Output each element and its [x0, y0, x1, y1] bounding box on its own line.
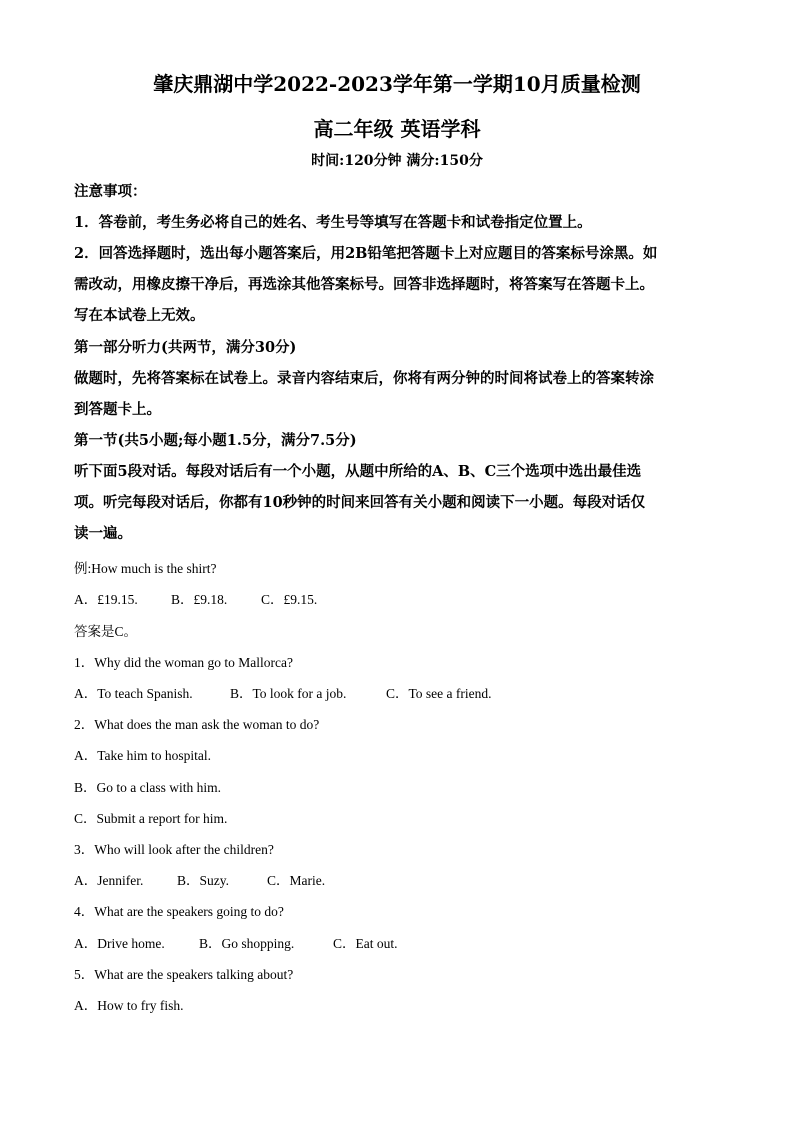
- question-2-option-b: B．Go to a class with him.: [74, 780, 221, 795]
- question-2: 2．What does the man ask the woman to do?: [74, 717, 320, 732]
- exam-subtitle: 高二年级 英语学科: [313, 117, 481, 141]
- question-5-option-a: A．How to fry fish.: [74, 998, 184, 1013]
- question-4: 4．What are the speakers going to do?: [74, 904, 284, 919]
- part1-instruction-line-1: 做题时，先将答案标在试卷上。录音内容结束后，你将有两分钟的时间将试卷上的答案转涂: [74, 370, 654, 387]
- question-1-option-b: B．To look for a job.: [230, 686, 347, 701]
- example-option-a: A．£19.15.: [74, 592, 138, 607]
- section1-heading: 第一节(共5小题;每小题1.5分，满分7.5分): [74, 432, 357, 449]
- example-option-c: C．£9.15.: [261, 592, 318, 607]
- part1-instruction-line-2: 到答题卡上。: [74, 401, 161, 418]
- question-1-option-a: A．To teach Spanish.: [74, 686, 193, 701]
- question-3-option-b: B．Suzy.: [177, 873, 230, 888]
- question-3: 3．Who will look after the children?: [74, 842, 274, 857]
- part1-heading: 第一部分听力(共两节，满分30分): [74, 339, 297, 356]
- notice-item-2-line-2: 需改动，用橡皮擦干净后，再选涂其他答案标号。回答非选择题时，将答案写在答题卡上。: [74, 276, 654, 293]
- question-5: 5．What are the speakers talking about?: [74, 967, 294, 982]
- notice-heading: 注意事项：: [74, 183, 147, 200]
- example-option-b: B．£9.18.: [171, 592, 228, 607]
- question-3-option-c: C．Marie.: [267, 873, 326, 888]
- question-2-option-a: A．Take him to hospital.: [74, 748, 212, 763]
- question-4-option-c: C．Eat out.: [333, 936, 398, 951]
- question-4-option-a: A．Drive home.: [74, 936, 165, 951]
- section1-line-3: 读一遍。: [74, 525, 132, 542]
- notice-item-2-line-3: 写在本试卷上无效。: [74, 307, 205, 324]
- section1-line-1: 听下面5段对话。每段对话后有一个小题，从题中所给的A、B、C三个选项中选出最佳选: [74, 463, 642, 480]
- question-3-option-a: A．Jennifer.: [74, 873, 144, 888]
- notice-item-2-line-1: 2．回答选择题时，选出每小题答案后，用2B铅笔把答题卡上对应题目的答案标号涂黑。如: [74, 245, 658, 262]
- question-3-options: [74, 869, 325, 889]
- question-2-option-c: C．Submit a report for him.: [74, 811, 228, 826]
- example-options: [74, 588, 317, 608]
- example-question: 例:How much is the shirt?: [74, 561, 217, 576]
- question-4-option-b: B．Go shopping.: [199, 936, 295, 951]
- section1-line-2: 项。听完每段对话后，你都有10秒钟的时间来回答有关小题和阅读下一小题。每段对话仅: [74, 494, 646, 511]
- exam-title: 肇庆鼎湖中学2022-2023学年第一学期10月质量检测: [153, 72, 641, 96]
- example-answer: 答案是C。: [74, 624, 138, 639]
- notice-item-1: 1．答卷前，考生务必将自己的姓名、考生号等填写在答题卡和试卷指定位置上。: [74, 214, 592, 231]
- question-1: 1．Why did the woman go to Mallorca?: [74, 655, 293, 670]
- question-4-options: [74, 932, 398, 952]
- exam-time-info: 时间:120分钟 满分:150分: [311, 153, 483, 169]
- question-1-options: [74, 682, 492, 702]
- question-1-option-c: C．To see a friend.: [386, 686, 492, 701]
